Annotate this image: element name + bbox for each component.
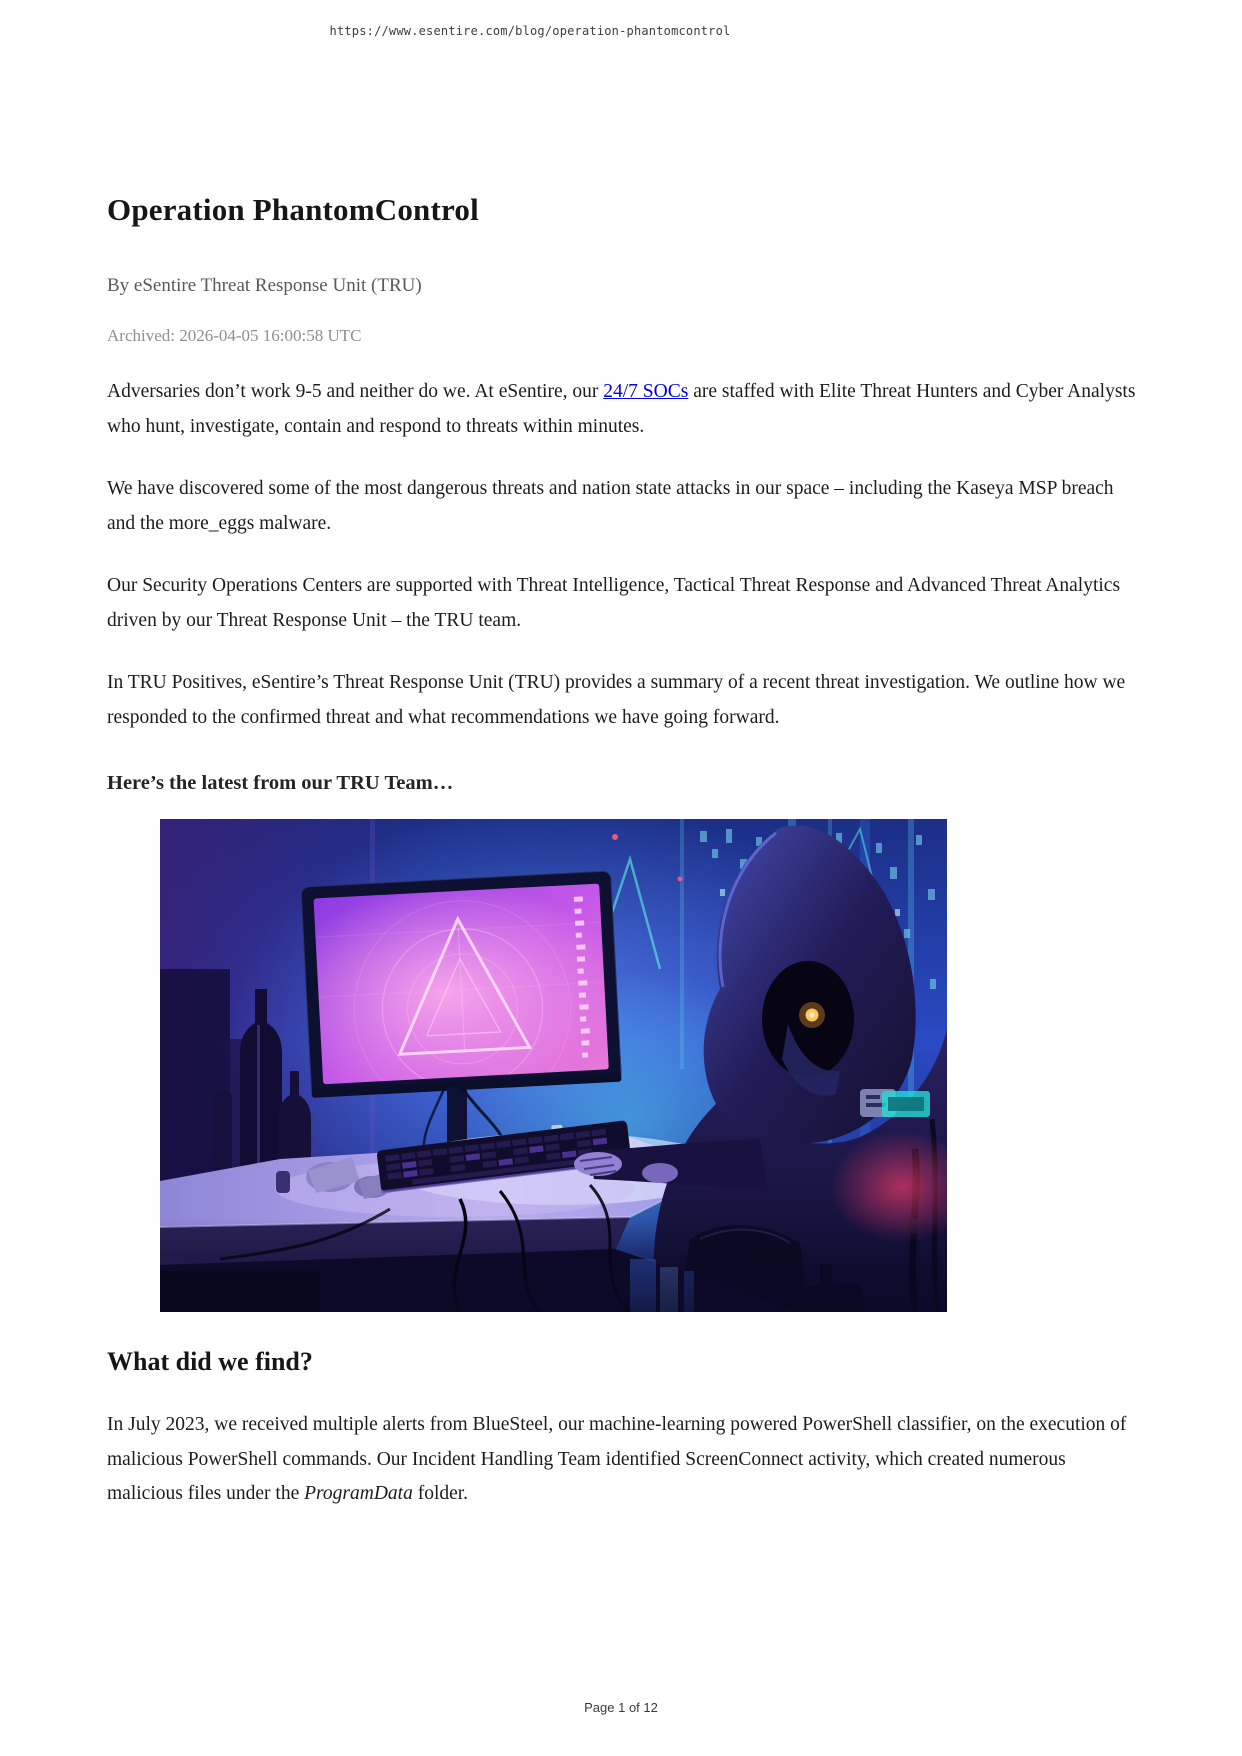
intro-text-before: Adversaries don’t work 9-5 and neither do we. At eSentire, our [107, 381, 604, 402]
findings-text-after: folder. [412, 1483, 469, 1504]
print-url-header: https://www.esentire.com/blog/operation-phantomcontrol [329, 24, 731, 38]
programdata-italic: ProgramData [304, 1483, 413, 1504]
page-number: Page 1 of 12 [584, 1700, 658, 1715]
byline: By eSentire Threat Response Unit (TRU) [107, 275, 422, 296]
paragraph-discovered-threats: We have discovered some of the most dangerous threats and nation state attacks in our space – including the Kaseya MSP breach and the more_eggs malware. [107, 478, 1114, 534]
socs-link[interactable]: 24/7 SOCs [603, 381, 689, 402]
intro-text-after: are staffed with Elite Threat Hunters and Cyber Analysts who hunt, investigate, contain and respond to threats within minutes. [107, 381, 1136, 437]
section-heading-what-did-we-find: What did we find? [107, 1347, 313, 1376]
paragraph-soc-support: Our Security Operations Centers are supported with Threat Intelligence, Tactical Threat Response and Advanced Threat Analytics driven by our Threat Response Unit – the TRU team. [107, 575, 1121, 631]
paragraph-findings [107, 1408, 1137, 1512]
hand [574, 1152, 622, 1176]
findings-text-before: In July 2023, we received multiple alerts from BlueSteel, our machine-learning powered PowerShell classifier, on the execution of malicious PowerShell commands. Our Incident Handling Team identified ScreenConnect activity, which created numerous malicious files under the [107, 1414, 1127, 1504]
hero-image [160, 819, 947, 1312]
glowing-eye [799, 1002, 825, 1028]
paragraph-tru-positives: In TRU Positives, eSentire’s Threat Response Unit (TRU) provides a summary of a recent threat investigation. We outline how we responded to the confirmed threat and what recommendations we have going forward. [107, 672, 1126, 728]
paragraph-intro [107, 375, 1137, 444]
archived-timestamp: Archived: 2026-04-05 16:00:58 UTC [107, 326, 362, 345]
article [107, 0, 1137, 1512]
page-title: Operation PhantomControl [107, 192, 479, 227]
tru-team-heading: Here’s the latest from our TRU Team… [107, 772, 454, 794]
